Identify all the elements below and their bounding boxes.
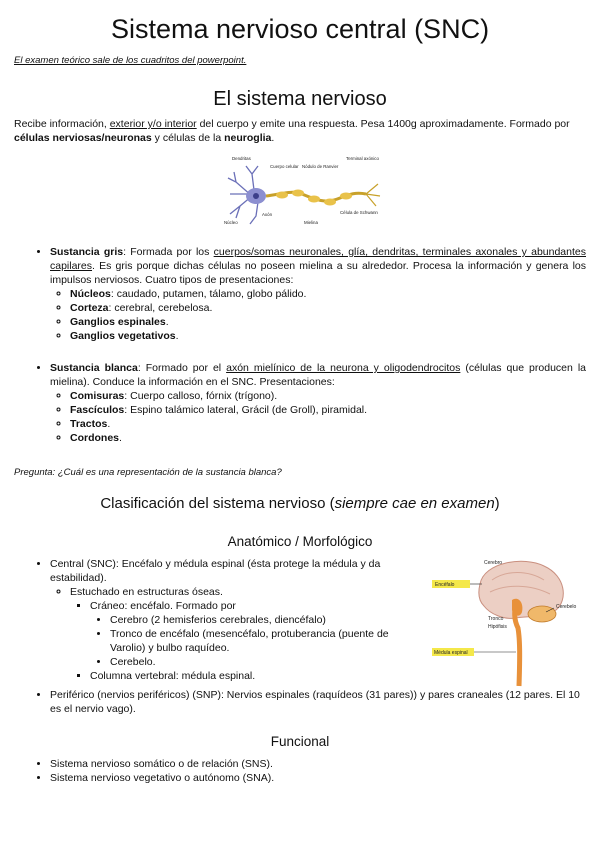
question-sustancia-blanca: Pregunta: ¿Cuál es una representación de la sustancia blanca? [14, 467, 282, 478]
intro-text-4: . [271, 132, 275, 144]
craneo-item [90, 599, 414, 669]
label-hipofisis: Hipófisis [488, 624, 507, 630]
blanca-item-cordones-text: . [119, 432, 122, 444]
periferico-item: • Periférico (nervios periféricos) (SNP): Nervios espinales (raquídeos (31 pares)) y pares craneales (12 pares. El 10 es el nervio vago). [50, 688, 586, 716]
gris-item-corteza-bold: Corteza [70, 302, 109, 314]
nucleus-shape [253, 193, 259, 199]
clasificacion-heading-text: Clasificación del sistema nervioso ( [100, 495, 335, 512]
gris-item-ganglios-espinales-bold: Ganglios espinales [70, 316, 166, 328]
label-cerebro: Cerebro [484, 560, 503, 566]
brain-diagram [432, 556, 592, 688]
neuron-diagram [222, 154, 390, 226]
sustancia-gris-title: Sustancia gris [50, 246, 124, 258]
columna-item: ▪ Columna vertebral: médula espinal. [90, 669, 414, 683]
estuchado-text: Estuchado en estructuras óseas. [70, 586, 223, 598]
intro-text-2: del cuerpo y emite una respuesta. Pesa 1400g aproximadamente. Formado por [196, 118, 570, 130]
funcional-item-sns: • Sistema nervioso somático o de relación (SNS). [50, 757, 586, 771]
label-terminal-axonico: Terminal axónico [346, 156, 379, 161]
intro-text-1: Recibe información, [14, 118, 110, 130]
sustancia-blanca-item [50, 361, 586, 445]
sustancia-blanca-text-1: : Formado por el [137, 362, 227, 374]
sustancia-blanca-title: Sustancia blanca [50, 362, 138, 374]
sustancia-blanca-text-2: (células que producen la mielina). Conduce la información en el SNC. Presentaciones: [50, 362, 586, 388]
periferico-block [14, 688, 586, 716]
sustancia-blanca-underline: axón mielínico de la neurona y oligodendrocitos [226, 362, 461, 374]
gris-item-ganglios-espinales-text: . [165, 316, 169, 328]
label-nodulo-ranvier: Nódulo de Ranvier [302, 164, 339, 169]
anatomico-list [14, 557, 414, 683]
blanca-item-cordones-bold: Cordones [70, 432, 120, 444]
blanca-item-tractos-bold: Tractos [70, 418, 108, 430]
label-cerebelo: Cerebelo [556, 604, 577, 610]
estuchado-item [70, 585, 414, 683]
cerebellum-shape [528, 606, 556, 622]
blanca-item-comisuras [70, 389, 586, 403]
label-celula-schwann: Célula de Schwann [340, 210, 378, 215]
gris-item-nucleos-bold: Núcleos [70, 288, 111, 300]
label-tronco: Tronco [488, 616, 504, 622]
gris-item-ganglios-espinales [70, 315, 586, 329]
sustancia-gris-underline: cuerpos/somas neuronales, glía, dendritas, terminales axonales y abundantes capilares [50, 246, 586, 272]
sustancia-gris-list [14, 245, 586, 343]
sustancia-gris-item [50, 245, 586, 343]
clasificacion-heading-end: ) [494, 495, 500, 512]
gris-item-corteza [70, 301, 586, 315]
blanca-item-tractos [70, 417, 586, 431]
central-sublist [50, 585, 414, 683]
subheading-funcional: Funcional [270, 734, 330, 749]
central-item [50, 557, 414, 683]
section-heading-sistema-nervioso: El sistema nervioso [213, 88, 387, 110]
axon-terminal-branches [366, 184, 380, 206]
cerebro-item: • Cerebro (2 hemisferios cerebrales, diencéfalo) [110, 613, 414, 627]
label-medula: Médula espinal [434, 650, 468, 656]
intro-bold-neuronas: células nerviosas/neuronas [14, 132, 152, 144]
sustancia-gris-text-2: . Es gris porque dichas células no poseen mielina a su alrededor. Procesa la información y genera los impulsos nerviosos. Cuatro tipos de presentaciones: [50, 260, 586, 286]
blanca-item-fasciculos [70, 403, 586, 417]
gris-item-nucleos-text: : caudado, putamen, tálamo, globo pálido. [110, 288, 307, 300]
sustancia-blanca-block [14, 361, 586, 445]
sustancia-gris-text-1: : Formada por los [123, 246, 214, 258]
cerebelo-item: • Cerebelo. [110, 655, 414, 669]
blanca-item-tractos-text: . [107, 418, 111, 430]
funcional-list [14, 757, 586, 785]
central-text: Central (SNC): Encéfalo y médula espinal (ésta protege la médula y da estabilidad). [50, 558, 381, 584]
blanca-item-cordones [70, 431, 586, 445]
craneo-sublist [90, 613, 414, 669]
gris-item-ganglios-vegetativos-text: . [175, 330, 179, 342]
clasificacion-heading-italic: siempre cae en examen [334, 495, 495, 512]
gris-presentaciones-list [50, 287, 586, 343]
periferico-list [14, 688, 586, 716]
label-nucleo: Núcleo [224, 220, 238, 225]
gris-item-ganglios-vegetativos [70, 329, 586, 343]
sustancia-gris-block [14, 245, 586, 343]
intro-bold-neuroglia: neuroglia [224, 132, 272, 144]
sustancia-blanca-list [14, 361, 586, 445]
label-encefalo: Encéfalo [435, 582, 455, 588]
blanca-presentaciones-list [50, 389, 586, 445]
blanca-item-comisuras-bold: Comisuras [70, 390, 125, 402]
label-axon: Axón [262, 212, 273, 217]
funcional-item-sna: • Sistema nervioso vegetativo o autónomo (SNA). [50, 771, 586, 785]
subheading-anatomico: Anatómico / Morfológico [227, 534, 373, 549]
section-heading-clasificacion [0, 497, 600, 511]
exam-note: El examen teórico sale de los cuadritos del powerpoint. [14, 55, 247, 66]
intro-underline: exterior y/o interior [109, 118, 197, 130]
blanca-item-fasciculos-text: : Espino talámico lateral, Grácil (de Groll), piramidal. [124, 404, 368, 416]
intro-text-3: y células de la [151, 132, 225, 144]
blanca-item-comisuras-text: : Cuerpo calloso, fórnix (trígono). [124, 390, 278, 402]
craneo-text: Cráneo: encéfalo. Formado por [90, 600, 236, 612]
gris-item-ganglios-vegetativos-bold: Ganglios vegetativos [70, 330, 176, 342]
gris-item-corteza-text: : cerebral, cerebelosa. [108, 302, 213, 314]
blanca-item-fasciculos-bold: Fascículos [70, 404, 125, 416]
label-cuerpo-celular: Cuerpo celular [270, 164, 299, 169]
intro-paragraph [14, 117, 586, 145]
label-mielina: Mielina [304, 220, 318, 225]
label-dendritas: Dendritas [232, 156, 251, 161]
estuchado-sublist [70, 599, 414, 683]
page-title: Sistema nervioso central (SNC) [110, 14, 490, 44]
anatomico-block [14, 557, 414, 683]
gris-item-nucleos [70, 287, 586, 301]
tronco-item: • Tronco de encéfalo (mesencéfalo, protuberancia (puente de Varolio) y bulbo raquídeo. [110, 627, 414, 655]
funcional-block [14, 757, 586, 785]
